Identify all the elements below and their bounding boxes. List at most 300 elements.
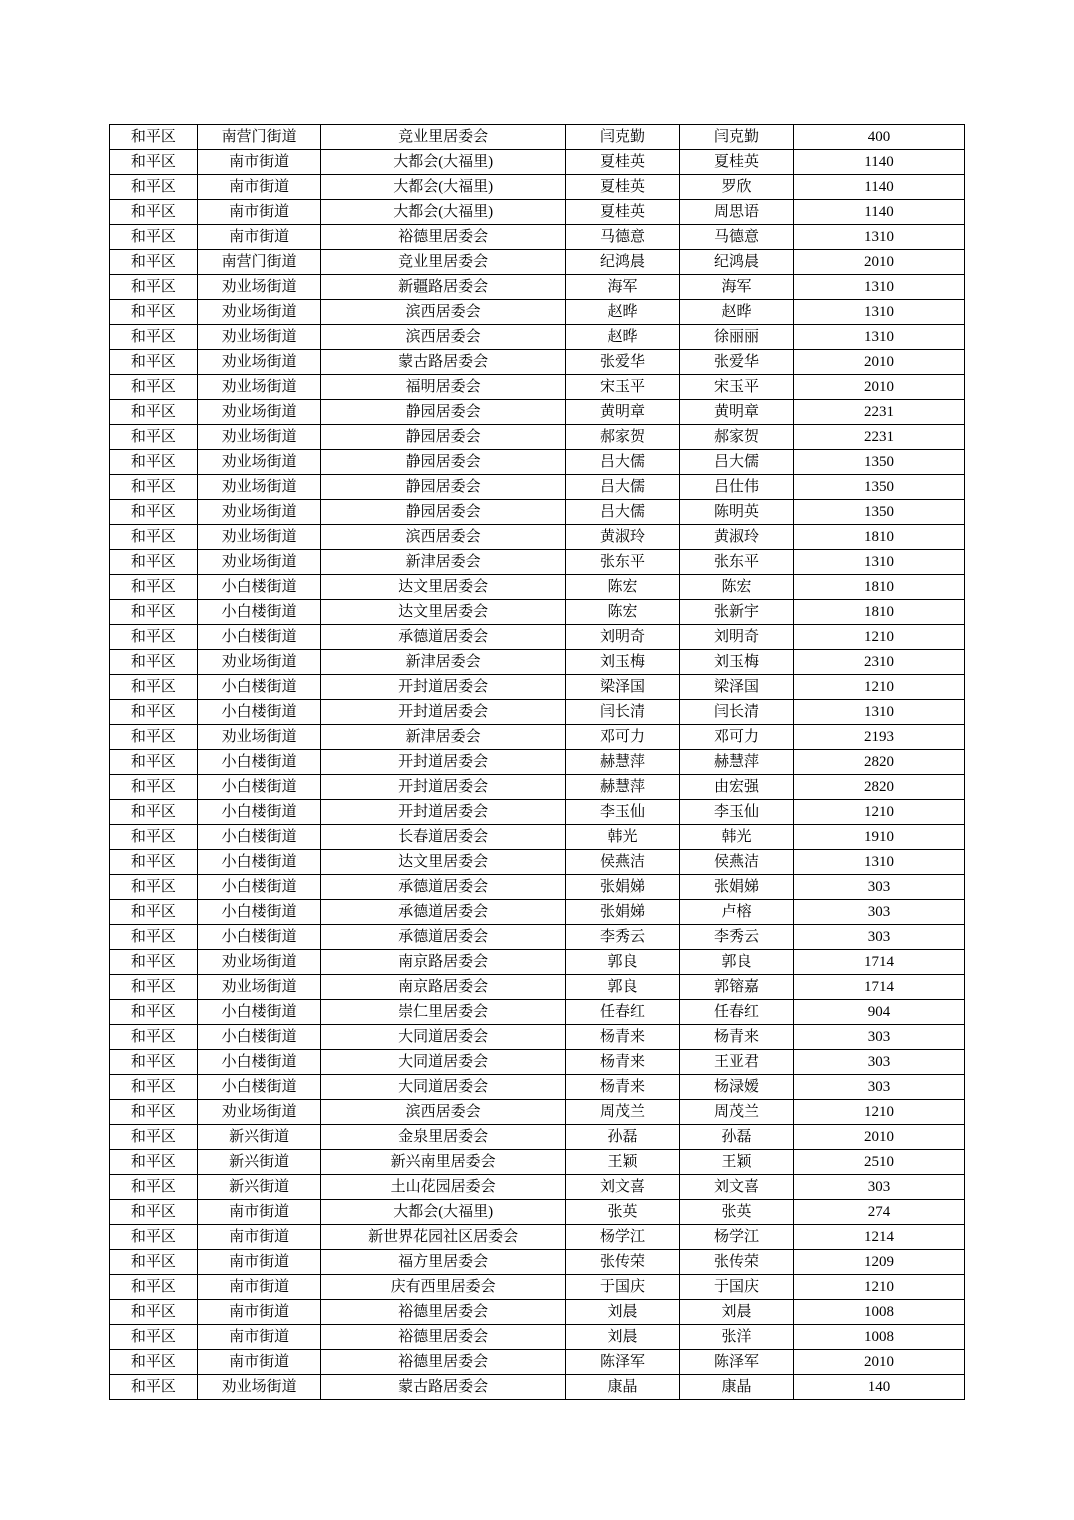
- table-cell: 和平区: [110, 1150, 198, 1175]
- table-cell: 邓可力: [566, 725, 680, 750]
- table-row: [110, 950, 965, 975]
- table-cell: 和平区: [110, 725, 198, 750]
- table-cell: 劝业场街道: [197, 1375, 321, 1400]
- table-cell: 吕大儒: [566, 500, 680, 525]
- table-cell: 劝业场街道: [197, 950, 321, 975]
- table-cell: 小白楼街道: [197, 825, 321, 850]
- table-cell: 303: [794, 1075, 965, 1100]
- table-cell: 张娟娣: [680, 875, 794, 900]
- table-cell: 和平区: [110, 300, 198, 325]
- table-cell: 2193: [794, 725, 965, 750]
- table-cell: 劝业场街道: [197, 325, 321, 350]
- table-cell: 劝业场街道: [197, 300, 321, 325]
- table-cell: 2010: [794, 1125, 965, 1150]
- table-cell: 小白楼街道: [197, 1025, 321, 1050]
- table-row: [110, 925, 965, 950]
- table-cell: 宋玉平: [680, 375, 794, 400]
- table-cell: 刘文喜: [680, 1175, 794, 1200]
- table-cell: 闫克勤: [566, 125, 680, 150]
- table-row: [110, 1175, 965, 1200]
- table-cell: 小白楼街道: [197, 1000, 321, 1025]
- table-cell: 南市街道: [197, 1250, 321, 1275]
- table-cell: 新兴南里居委会: [321, 1150, 566, 1175]
- table-row: [110, 975, 965, 1000]
- table-row: [110, 700, 965, 725]
- table-cell: 竞业里居委会: [321, 250, 566, 275]
- table-cell: 马德意: [680, 225, 794, 250]
- table-cell: 达文里居委会: [321, 575, 566, 600]
- table-cell: 静园居委会: [321, 475, 566, 500]
- table-cell: 小白楼街道: [197, 675, 321, 700]
- table-cell: 和平区: [110, 225, 198, 250]
- table-cell: 和平区: [110, 1175, 198, 1200]
- table-cell: 劝业场街道: [197, 275, 321, 300]
- table-cell: 1350: [794, 450, 965, 475]
- table-cell: 刘玉梅: [680, 650, 794, 675]
- table-cell: 和平区: [110, 400, 198, 425]
- table-cell: 小白楼街道: [197, 800, 321, 825]
- table-cell: 劝业场街道: [197, 725, 321, 750]
- table-cell: 梁泽国: [680, 675, 794, 700]
- table-cell: 和平区: [110, 750, 198, 775]
- table-cell: 904: [794, 1000, 965, 1025]
- table-cell: 大都会(大福里): [321, 175, 566, 200]
- table-cell: 1350: [794, 500, 965, 525]
- table-cell: 小白楼街道: [197, 1075, 321, 1100]
- table-cell: 宋玉平: [566, 375, 680, 400]
- table-cell: 赫慧萍: [566, 775, 680, 800]
- table-cell: 承德道居委会: [321, 625, 566, 650]
- table-cell: 南市街道: [197, 225, 321, 250]
- table-cell: 由宏强: [680, 775, 794, 800]
- table-cell: 1310: [794, 850, 965, 875]
- table-cell: 新兴街道: [197, 1150, 321, 1175]
- table-cell: 夏桂英: [566, 175, 680, 200]
- table-cell: 新津居委会: [321, 725, 566, 750]
- table-cell: 张娟娣: [566, 900, 680, 925]
- table-cell: 于国庆: [566, 1275, 680, 1300]
- table-cell: 崇仁里居委会: [321, 1000, 566, 1025]
- table-cell: 康晶: [680, 1375, 794, 1400]
- table-cell: 竞业里居委会: [321, 125, 566, 150]
- table-row: [110, 675, 965, 700]
- table-cell: 张英: [566, 1200, 680, 1225]
- table-cell: 1140: [794, 150, 965, 175]
- table-cell: 大都会(大福里): [321, 150, 566, 175]
- table-cell: 南营门街道: [197, 250, 321, 275]
- table-cell: 和平区: [110, 500, 198, 525]
- table-cell: 劝业场街道: [197, 650, 321, 675]
- table-cell: 吕大儒: [566, 475, 680, 500]
- table-cell: 杨渌嫒: [680, 1075, 794, 1100]
- table-cell: 闫长清: [680, 700, 794, 725]
- table-cell: 和平区: [110, 675, 198, 700]
- table-cell: 张洋: [680, 1325, 794, 1350]
- table-row: [110, 475, 965, 500]
- table-cell: 滨西居委会: [321, 325, 566, 350]
- table-row: [110, 600, 965, 625]
- table-cell: 1310: [794, 300, 965, 325]
- table-cell: 劝业场街道: [197, 975, 321, 1000]
- table-cell: 和平区: [110, 475, 198, 500]
- table-cell: 王颖: [566, 1150, 680, 1175]
- table-cell: 和平区: [110, 1250, 198, 1275]
- table-cell: 裕德里居委会: [321, 225, 566, 250]
- table-cell: 海军: [680, 275, 794, 300]
- table-cell: 赵晔: [680, 300, 794, 325]
- table-cell: 1910: [794, 825, 965, 850]
- table-cell: 303: [794, 900, 965, 925]
- table-cell: 刘晨: [566, 1325, 680, 1350]
- table-cell: 裕德里居委会: [321, 1350, 566, 1375]
- table-cell: 开封道居委会: [321, 775, 566, 800]
- table-cell: 刘晨: [680, 1300, 794, 1325]
- table-row: [110, 1225, 965, 1250]
- table-cell: 南市街道: [197, 1200, 321, 1225]
- table-cell: 承德道居委会: [321, 900, 566, 925]
- table-cell: 1810: [794, 600, 965, 625]
- table-cell: 纪鸿晨: [566, 250, 680, 275]
- table-cell: 南市街道: [197, 200, 321, 225]
- table-cell: 裕德里居委会: [321, 1300, 566, 1325]
- table-cell: 1310: [794, 275, 965, 300]
- table-cell: 刘晨: [566, 1300, 680, 1325]
- table-cell: 陈泽军: [680, 1350, 794, 1375]
- table-cell: 吕大儒: [566, 450, 680, 475]
- table-cell: 274: [794, 1200, 965, 1225]
- table-cell: 小白楼街道: [197, 925, 321, 950]
- table-row: [110, 150, 965, 175]
- table-cell: 303: [794, 1175, 965, 1200]
- table-cell: 南市街道: [197, 1325, 321, 1350]
- table-cell: 静园居委会: [321, 450, 566, 475]
- table-cell: 刘玉梅: [566, 650, 680, 675]
- table-cell: 福明居委会: [321, 375, 566, 400]
- table-cell: 长春道居委会: [321, 825, 566, 850]
- table-cell: 承德道居委会: [321, 925, 566, 950]
- table-cell: 张新宇: [680, 600, 794, 625]
- table-cell: 马德意: [566, 225, 680, 250]
- table-cell: 1210: [794, 1100, 965, 1125]
- table-cell: 2231: [794, 400, 965, 425]
- table-cell: 小白楼街道: [197, 750, 321, 775]
- table-cell: 和平区: [110, 575, 198, 600]
- table-cell: 和平区: [110, 550, 198, 575]
- table-cell: 2010: [794, 250, 965, 275]
- table-row: [110, 1375, 965, 1400]
- table-row: [110, 175, 965, 200]
- table-row: [110, 350, 965, 375]
- table-cell: 1210: [794, 675, 965, 700]
- table-cell: 周思语: [680, 200, 794, 225]
- table-cell: 小白楼街道: [197, 700, 321, 725]
- table-row: [110, 750, 965, 775]
- table-cell: 大都会(大福里): [321, 1200, 566, 1225]
- table-cell: 侯燕洁: [566, 850, 680, 875]
- table-cell: 和平区: [110, 700, 198, 725]
- community-data-table: [109, 124, 965, 1400]
- table-cell: 新兴街道: [197, 1125, 321, 1150]
- table-cell: 郭镕嘉: [680, 975, 794, 1000]
- table-cell: 孙磊: [680, 1125, 794, 1150]
- table-cell: 张爱华: [680, 350, 794, 375]
- table-container: [109, 124, 965, 1400]
- table-cell: 1310: [794, 225, 965, 250]
- table-cell: 1310: [794, 325, 965, 350]
- table-cell: 静园居委会: [321, 400, 566, 425]
- table-cell: 400: [794, 125, 965, 150]
- table-row: [110, 875, 965, 900]
- table-cell: 吕大儒: [680, 450, 794, 475]
- table-row: [110, 625, 965, 650]
- table-cell: 南营门街道: [197, 125, 321, 150]
- table-cell: 罗欣: [680, 175, 794, 200]
- table-cell: 邓可力: [680, 725, 794, 750]
- table-cell: 陈明英: [680, 500, 794, 525]
- table-row: [110, 1100, 965, 1125]
- table-cell: 郝家贺: [680, 425, 794, 450]
- table-row: [110, 400, 965, 425]
- table-cell: 夏桂英: [566, 150, 680, 175]
- table-cell: 王颖: [680, 1150, 794, 1175]
- table-cell: 小白楼街道: [197, 625, 321, 650]
- table-cell: 小白楼街道: [197, 850, 321, 875]
- table-row: [110, 1125, 965, 1150]
- table-cell: 1210: [794, 1275, 965, 1300]
- table-cell: 和平区: [110, 1075, 198, 1100]
- table-cell: 新疆路居委会: [321, 275, 566, 300]
- table-cell: 郭良: [680, 950, 794, 975]
- table-cell: 和平区: [110, 275, 198, 300]
- table-row: [110, 1325, 965, 1350]
- table-row: [110, 450, 965, 475]
- table-row: [110, 300, 965, 325]
- table-cell: 和平区: [110, 350, 198, 375]
- table-cell: 周茂兰: [680, 1100, 794, 1125]
- table-cell: 杨学江: [566, 1225, 680, 1250]
- table-cell: 张英: [680, 1200, 794, 1225]
- table-cell: 大同道居委会: [321, 1050, 566, 1075]
- table-cell: 小白楼街道: [197, 575, 321, 600]
- table-cell: 1209: [794, 1250, 965, 1275]
- table-row: [110, 1275, 965, 1300]
- table-row: [110, 200, 965, 225]
- table-cell: 小白楼街道: [197, 900, 321, 925]
- table-cell: 裕德里居委会: [321, 1325, 566, 1350]
- table-cell: 郝家贺: [566, 425, 680, 450]
- table-cell: 郭良: [566, 950, 680, 975]
- table-cell: 金泉里居委会: [321, 1125, 566, 1150]
- table-cell: 新津居委会: [321, 550, 566, 575]
- table-cell: 刘明奇: [566, 625, 680, 650]
- table-cell: 南市街道: [197, 150, 321, 175]
- table-cell: 小白楼街道: [197, 775, 321, 800]
- table-cell: 杨青来: [566, 1025, 680, 1050]
- table-cell: 和平区: [110, 150, 198, 175]
- table-cell: 土山花园居委会: [321, 1175, 566, 1200]
- table-cell: 和平区: [110, 1050, 198, 1075]
- table-cell: 任春红: [680, 1000, 794, 1025]
- table-cell: 和平区: [110, 1125, 198, 1150]
- table-cell: 蒙古路居委会: [321, 1375, 566, 1400]
- table-cell: 任春红: [566, 1000, 680, 1025]
- table-cell: 卢榕: [680, 900, 794, 925]
- table-cell: 和平区: [110, 425, 198, 450]
- table-cell: 赵晔: [566, 325, 680, 350]
- table-cell: 李秀云: [680, 925, 794, 950]
- table-cell: 滨西居委会: [321, 1100, 566, 1125]
- table-cell: 和平区: [110, 600, 198, 625]
- table-cell: 2510: [794, 1150, 965, 1175]
- table-cell: 和平区: [110, 800, 198, 825]
- table-cell: 和平区: [110, 850, 198, 875]
- table-cell: 陈泽军: [566, 1350, 680, 1375]
- table-cell: 和平区: [110, 1375, 198, 1400]
- table-cell: 新世界花园社区居委会: [321, 1225, 566, 1250]
- table-cell: 1008: [794, 1300, 965, 1325]
- table-cell: 张娟娣: [566, 875, 680, 900]
- table-cell: 蒙古路居委会: [321, 350, 566, 375]
- table-cell: 1310: [794, 700, 965, 725]
- table-row: [110, 900, 965, 925]
- table-cell: 和平区: [110, 525, 198, 550]
- table-cell: 庆有西里居委会: [321, 1275, 566, 1300]
- table-cell: 劝业场街道: [197, 500, 321, 525]
- table-cell: 开封道居委会: [321, 675, 566, 700]
- table-cell: 陈宏: [566, 600, 680, 625]
- table-row: [110, 1075, 965, 1100]
- table-cell: 和平区: [110, 200, 198, 225]
- table-cell: 2010: [794, 350, 965, 375]
- table-cell: 夏桂英: [680, 150, 794, 175]
- table-cell: 劝业场街道: [197, 550, 321, 575]
- table-cell: 和平区: [110, 1025, 198, 1050]
- table-cell: 新兴街道: [197, 1175, 321, 1200]
- table-cell: 新津居委会: [321, 650, 566, 675]
- table-cell: 1310: [794, 550, 965, 575]
- table-cell: 劝业场街道: [197, 1100, 321, 1125]
- table-cell: 1210: [794, 625, 965, 650]
- table-cell: 南市街道: [197, 175, 321, 200]
- table-cell: 和平区: [110, 250, 198, 275]
- table-cell: 劝业场街道: [197, 350, 321, 375]
- table-cell: 郭良: [566, 975, 680, 1000]
- table-cell: 和平区: [110, 1225, 198, 1250]
- table-cell: 2010: [794, 375, 965, 400]
- table-cell: 1008: [794, 1325, 965, 1350]
- table-row: [110, 500, 965, 525]
- table-cell: 刘文喜: [566, 1175, 680, 1200]
- table-cell: 1714: [794, 975, 965, 1000]
- table-cell: 达文里居委会: [321, 850, 566, 875]
- table-cell: 康晶: [566, 1375, 680, 1400]
- table-row: [110, 425, 965, 450]
- table-row: [110, 1350, 965, 1375]
- table-cell: 和平区: [110, 1200, 198, 1225]
- table-cell: 南市街道: [197, 1225, 321, 1250]
- table-cell: 小白楼街道: [197, 600, 321, 625]
- table-cell: 杨学江: [680, 1225, 794, 1250]
- table-cell: 和平区: [110, 1100, 198, 1125]
- table-cell: 劝业场街道: [197, 450, 321, 475]
- table-cell: 纪鸿晨: [680, 250, 794, 275]
- table-cell: 韩光: [566, 825, 680, 850]
- table-cell: 和平区: [110, 1350, 198, 1375]
- table-cell: 1714: [794, 950, 965, 975]
- table-cell: 杨青来: [566, 1050, 680, 1075]
- table-cell: 吕仕伟: [680, 475, 794, 500]
- table-row: [110, 775, 965, 800]
- table-cell: 和平区: [110, 1275, 198, 1300]
- table-cell: 黄淑玲: [680, 525, 794, 550]
- table-row: [110, 575, 965, 600]
- table-cell: 大同道居委会: [321, 1025, 566, 1050]
- table-cell: 于国庆: [680, 1275, 794, 1300]
- table-cell: 和平区: [110, 625, 198, 650]
- table-cell: 2820: [794, 750, 965, 775]
- table-cell: 滨西居委会: [321, 300, 566, 325]
- table-cell: 侯燕洁: [680, 850, 794, 875]
- table-row: [110, 1300, 965, 1325]
- table-body: [110, 125, 965, 1400]
- table-cell: 开封道居委会: [321, 800, 566, 825]
- table-row: [110, 125, 965, 150]
- table-cell: 大都会(大福里): [321, 200, 566, 225]
- table-cell: 陈宏: [566, 575, 680, 600]
- table-cell: 闫克勤: [680, 125, 794, 150]
- table-cell: 和平区: [110, 975, 198, 1000]
- table-cell: 劝业场街道: [197, 425, 321, 450]
- table-cell: 303: [794, 925, 965, 950]
- table-cell: 和平区: [110, 825, 198, 850]
- table-row: [110, 825, 965, 850]
- table-cell: 小白楼街道: [197, 875, 321, 900]
- table-row: [110, 1250, 965, 1275]
- table-row: [110, 525, 965, 550]
- table-row: [110, 1000, 965, 1025]
- table-row: [110, 550, 965, 575]
- table-row: [110, 325, 965, 350]
- table-cell: 和平区: [110, 875, 198, 900]
- table-cell: 赫慧萍: [566, 750, 680, 775]
- table-cell: 1810: [794, 525, 965, 550]
- table-cell: 张东平: [680, 550, 794, 575]
- table-row: [110, 1150, 965, 1175]
- table-cell: 1810: [794, 575, 965, 600]
- table-cell: 劝业场街道: [197, 400, 321, 425]
- table-cell: 开封道居委会: [321, 700, 566, 725]
- table-cell: 1350: [794, 475, 965, 500]
- table-row: [110, 1025, 965, 1050]
- table-cell: 和平区: [110, 1300, 198, 1325]
- table-cell: 和平区: [110, 650, 198, 675]
- table-row: [110, 375, 965, 400]
- table-row: [110, 850, 965, 875]
- table-cell: 2310: [794, 650, 965, 675]
- table-cell: 南市街道: [197, 1300, 321, 1325]
- table-cell: 303: [794, 1025, 965, 1050]
- table-cell: 周茂兰: [566, 1100, 680, 1125]
- table-cell: 南京路居委会: [321, 975, 566, 1000]
- table-cell: 303: [794, 1050, 965, 1075]
- table-cell: 和平区: [110, 925, 198, 950]
- table-cell: 和平区: [110, 125, 198, 150]
- table-row: [110, 250, 965, 275]
- table-cell: 和平区: [110, 775, 198, 800]
- table-cell: 和平区: [110, 375, 198, 400]
- table-row: [110, 800, 965, 825]
- table-cell: 张东平: [566, 550, 680, 575]
